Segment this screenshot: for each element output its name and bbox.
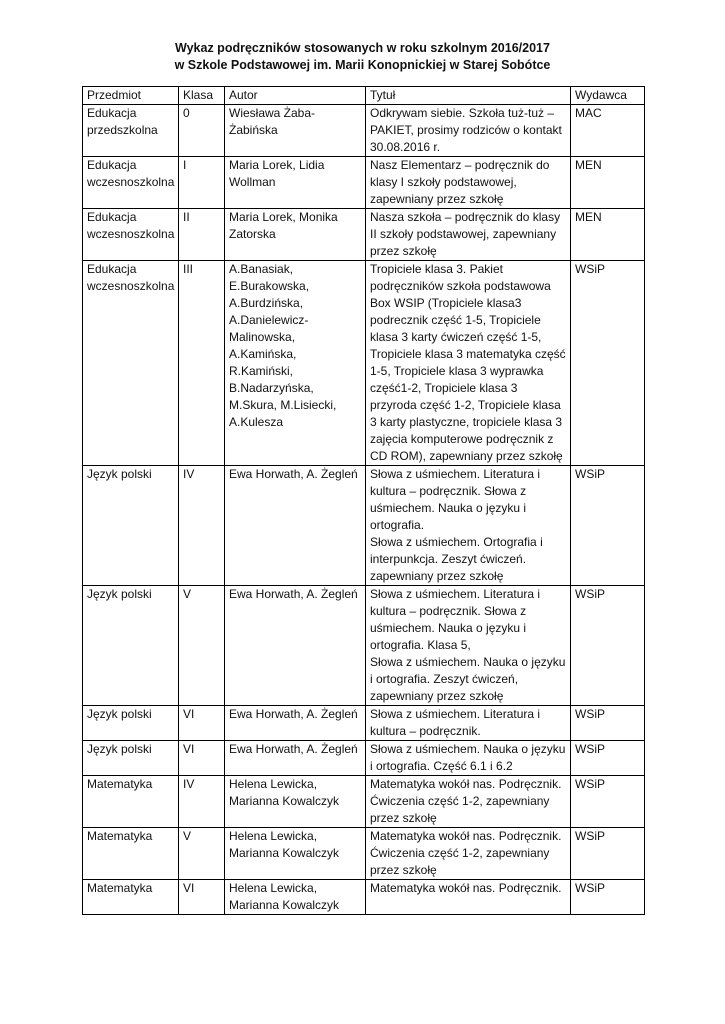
cell-author: Ewa Horwath, A. Żegleń [225, 466, 366, 586]
table-row [83, 466, 645, 586]
table-row [83, 586, 645, 706]
cell-publisher: WSiP [571, 586, 645, 706]
cell-class: III [179, 261, 225, 466]
cell-subject: Matematyka [83, 776, 179, 828]
cell-author: Wiesława Żaba-Żabińska [225, 105, 366, 157]
cell-title: Słowa z uśmiechem. Nauka o języku i ortografia. Część 6.1 i 6.2 [366, 741, 571, 776]
cell-title: Tropiciele klasa 3. Pakiet podręczników szkoła podstawowa Box WSIP (Tropiciele klasa3 podrecznik część 1-5, Tropiciele klasa 3 karty ćwiczeń część 1-5, Tropiciele klasa 3 matematyka część 1-5, Tropiciele klasa 3 wyprawka część1-2, Tropiciele klasa 3 przyroda część 1-2, Tropiciele klasa 3 karty plastyczne, tropiciele klasa 3 zajęcia komputerowe podręcznik z CD ROM), zapewniany przez szkołę [366, 261, 571, 466]
cell-subject: Język polski [83, 466, 179, 586]
cell-subject: Edukacja przedszkolna [83, 105, 179, 157]
cell-publisher: WSiP [571, 706, 645, 741]
cell-publisher: WSiP [571, 741, 645, 776]
cell-subject: Edukacja wczesnoszkolna [83, 261, 179, 466]
cell-subject: Edukacja wczesnoszkolna [83, 209, 179, 261]
title-line-2: w Szkole Podstawowej im. Marii Konopnickiej w Starej Sobótce [174, 58, 551, 72]
table-row [83, 261, 645, 466]
cell-class: 0 [179, 105, 225, 157]
cell-class: VI [179, 880, 225, 915]
cell-author: Helena Lewicka, Marianna Kowalczyk [225, 828, 366, 880]
table-row [83, 706, 645, 741]
cell-publisher: WSiP [571, 828, 645, 880]
header-author: Autor [225, 87, 366, 105]
table-row [83, 157, 645, 209]
cell-class: V [179, 586, 225, 706]
textbook-table [82, 86, 645, 915]
cell-author: Ewa Horwath, A. Żegleń [225, 706, 366, 741]
cell-subject: Matematyka [83, 880, 179, 915]
cell-class: I [179, 157, 225, 209]
cell-subject: Edukacja wczesnoszkolna [83, 157, 179, 209]
cell-publisher: WSiP [571, 880, 645, 915]
cell-subject: Język polski [83, 741, 179, 776]
cell-subject: Język polski [83, 586, 179, 706]
cell-title: Matematyka wokół nas. Podręcznik. Ćwiczenia część 1-2, zapewniany przez szkołę [366, 828, 571, 880]
cell-author: A.Banasiak, E.Burakowska, A.Burdzińska, A.Danielewicz-Malinowska, A.Kamińska, R.Kamiński, B.Nadarzyńska, M.Skura, M.Lisiecki, A.Kulesza [225, 261, 366, 466]
cell-title: Nasza szkoła – podręcznik do klasy II szkoły podstawowej, zapewniany przez szkołę [366, 209, 571, 261]
cell-class: IV [179, 466, 225, 586]
cell-publisher: WSiP [571, 776, 645, 828]
cell-title: Słowa z uśmiechem. Literatura i kultura – podręcznik. Słowa z uśmiechem. Nauka o języku i ortografia. Klasa 5, Słowa z uśmiechem. Nauka o języku i ortografia. Zeszyt ćwiczeń, zapewniany przez szkołę [366, 586, 571, 706]
cell-title: Odkrywam siebie. Szkoła tuż-tuż – PAKIET, prosimy rodziców o kontakt 30.08.2016 r. [366, 105, 571, 157]
table-row [83, 209, 645, 261]
cell-publisher: MAC [571, 105, 645, 157]
table-row [83, 776, 645, 828]
table-row [83, 105, 645, 157]
header-subject: Przedmiot [83, 87, 179, 105]
table-header-row [83, 87, 645, 105]
cell-author: Ewa Horwath, A. Żegleń [225, 741, 366, 776]
table-row [83, 828, 645, 880]
cell-author: Helena Lewicka, Marianna Kowalczyk [225, 880, 366, 915]
cell-author: Helena Lewicka, Marianna Kowalczyk [225, 776, 366, 828]
cell-title: Słowa z uśmiechem. Literatura i kultura – podręcznik. Słowa z uśmiechem. Nauka o języku i ortografia. Słowa z uśmiechem. Ortografia i interpunkcja. Zeszyt ćwiczeń. zapewniany przez szkołę [366, 466, 571, 586]
cell-title: Matematyka wokół nas. Podręcznik. [366, 880, 571, 915]
cell-title: Nasz Elementarz – podręcznik do klasy I szkoły podstawowej, zapewniany przez szkołę [366, 157, 571, 209]
cell-class: II [179, 209, 225, 261]
header-publisher: Wydawca [571, 87, 645, 105]
table-row [83, 741, 645, 776]
table-row [83, 880, 645, 915]
cell-author: Ewa Horwath, A. Żegleń [225, 586, 366, 706]
cell-subject: Język polski [83, 706, 179, 741]
document-title [0, 40, 725, 74]
cell-author: Maria Lorek, Lidia Wollman [225, 157, 366, 209]
title-line-1: Wykaz podręczników stosowanych w roku szkolnym 2016/2017 [175, 41, 550, 55]
cell-publisher: WSiP [571, 261, 645, 466]
cell-publisher: MEN [571, 209, 645, 261]
cell-publisher: MEN [571, 157, 645, 209]
cell-class: V [179, 828, 225, 880]
cell-subject: Matematyka [83, 828, 179, 880]
cell-class: VI [179, 706, 225, 741]
cell-class: VI [179, 741, 225, 776]
cell-author: Maria Lorek, Monika Zatorska [225, 209, 366, 261]
header-title: Tytuł [366, 87, 571, 105]
cell-class: IV [179, 776, 225, 828]
cell-title: Matematyka wokół nas. Podręcznik. Ćwiczenia część 1-2, zapewniany przez szkołę [366, 776, 571, 828]
table-body [83, 105, 645, 915]
cell-title: Słowa z uśmiechem. Literatura i kultura – podręcznik. [366, 706, 571, 741]
cell-publisher: WSiP [571, 466, 645, 586]
header-class: Klasa [179, 87, 225, 105]
